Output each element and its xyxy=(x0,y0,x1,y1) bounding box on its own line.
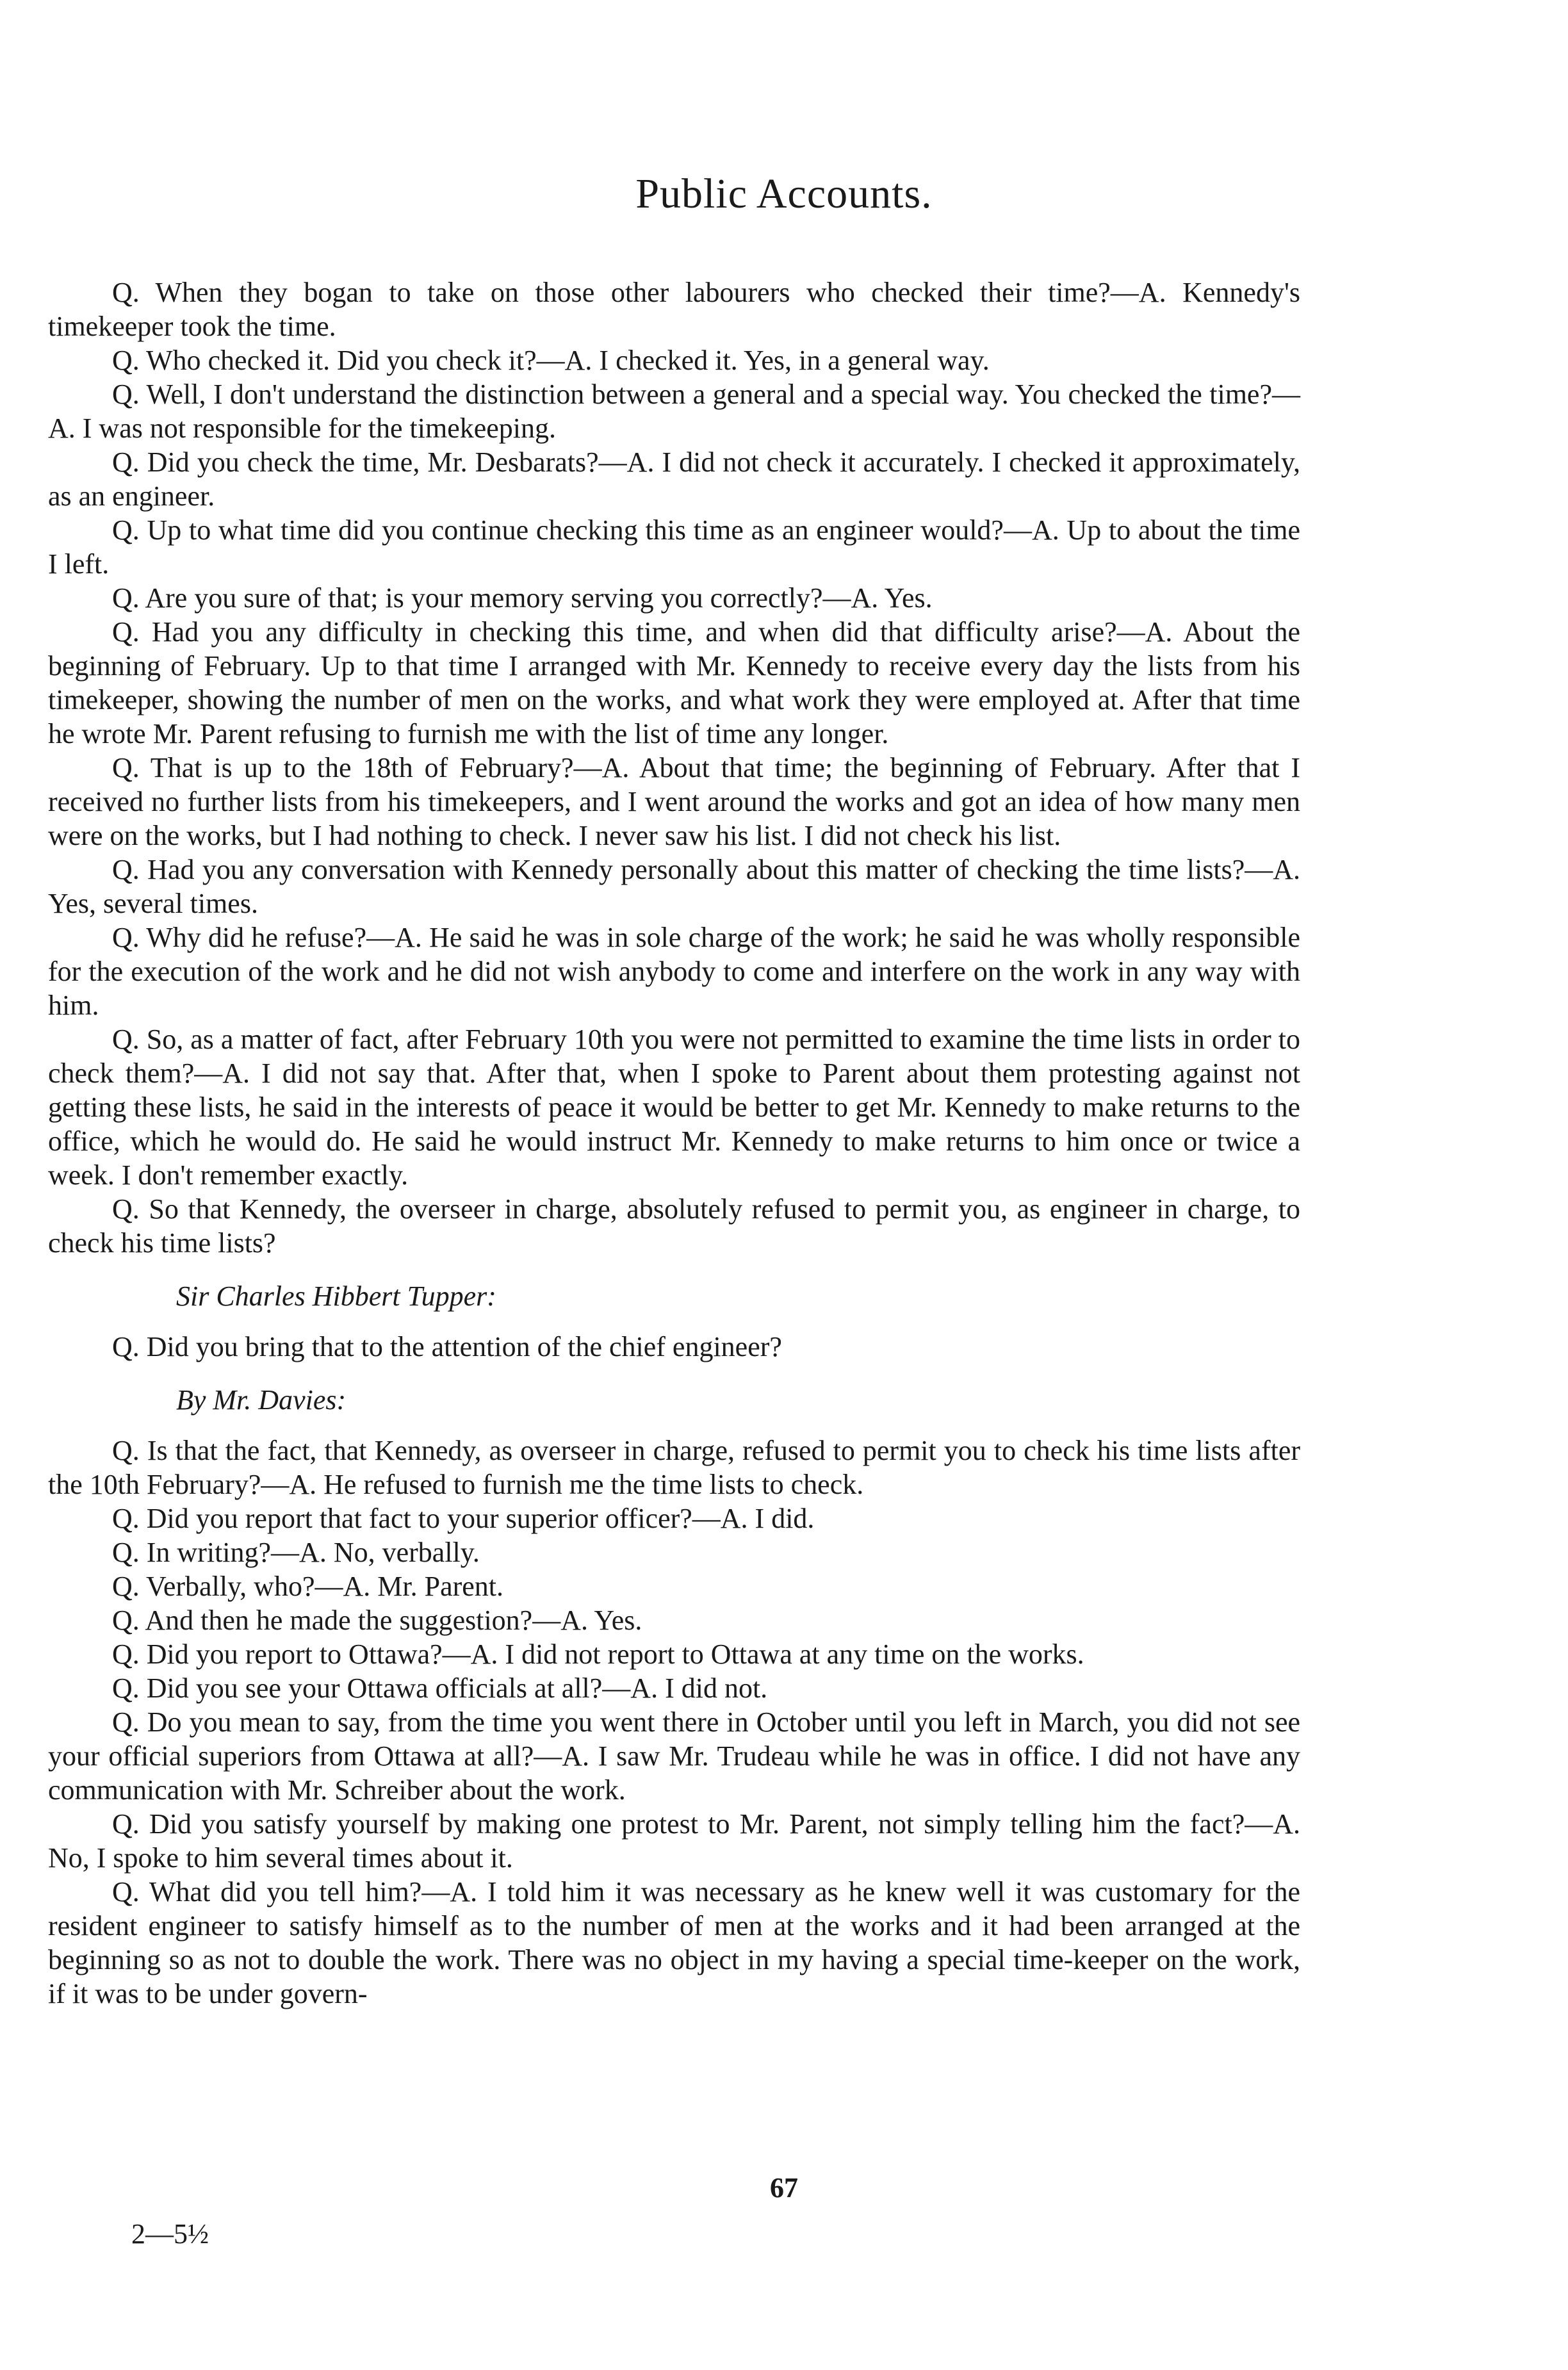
qa-paragraph: Q. In writing?—A. No, verbally. xyxy=(112,1537,480,1568)
speaker-heading: By Mr. Davies: xyxy=(176,1384,347,1416)
qa-paragraph: Q. Verbally, who?—A. Mr. Parent. xyxy=(112,1571,504,1602)
testimony-body xyxy=(48,275,1300,2011)
qa-paragraph: Q. That is up to the 18th of February?—A. About that time; the beginning of February. After that I received no further lists from his timekeepers, and I went around the works and got an idea of how many men were on the works, but I had nothing to check. I never saw his list. I did not check his list. xyxy=(48,752,1300,851)
speaker-heading: Sir Charles Hibbert Tupper: xyxy=(176,1280,496,1312)
qa-paragraph: Q. Do you mean to say, from the time you went there in October until you left in March, you did not see your official superiors from Ottawa at all?—A. I saw Mr. Trudeau while he was in office. I did not have any communication with Mr. Schreiber about the work. xyxy=(48,1706,1300,1806)
qa-paragraph: Q. Did you check the time, Mr. Desbarats?—A. I did not check it accurately. I checked it approximately, as an engineer. xyxy=(48,446,1300,512)
qa-paragraph: Q. Who checked it. Did you check it?—A. I checked it. Yes, in a general way. xyxy=(112,345,990,376)
qa-paragraph: Q. And then he made the suggestion?—A. Yes. xyxy=(112,1605,642,1636)
qa-paragraph: Q. Did you see your Ottawa officials at all?—A. I did not. xyxy=(112,1672,768,1704)
qa-paragraph: Q. Why did he refuse?—A. He said he was in sole charge of the work; he said he was wholly responsible for the execution of the work and he did not wish anybody to come and interfere on the work in any way with him. xyxy=(48,922,1300,1021)
qa-paragraph: Q. When they bogan to take on those other labourers who checked their time?—A. Kennedy's timekeeper took the time. xyxy=(48,277,1300,342)
qa-paragraph: Q. Had you any difficulty in checking this time, and when did that difficulty arise?—A. About the beginning of February. Up to that time I arranged with Mr. Kennedy to receive every day the lists from his timekeeper, showing the number of men on the works, and what work they were employed at. After that time he wrote Mr. Parent refusing to furnish me with the list of time any longer. xyxy=(48,616,1300,749)
qa-paragraph: Q. So that Kennedy, the overseer in charge, absolutely refused to permit you, as engineer in charge, to check his time lists? xyxy=(48,1193,1300,1259)
qa-paragraph: Q. So, as a matter of fact, after February 10th you were not permitted to examine the time lists in order to check them?—A. I did not say that. After that, when I spoke to Parent about them protesting against not getting these lists, he said in the interests of peace it would be better to get Mr. Kennedy to make returns to the office, which he would do. He said he would instruct Mr. Kennedy to make returns to him once or twice a week. I don't remember exactly. xyxy=(48,1024,1300,1191)
qa-paragraph: Q. Did you bring that to the attention of the chief engineer? xyxy=(112,1331,782,1362)
qa-paragraph: Q. What did you tell him?—A. I told him it was necessary as he knew well it was customary for the resident engineer to satisfy himself as to the number of men at the works and it had been arranged at the beginning so as not to double the work. There was no object in my having a special time-keeper on the work, if it was to be under govern- xyxy=(48,1876,1300,2009)
qa-paragraph: Q. Is that the fact, that Kennedy, as overseer in charge, refused to permit you to check his time lists after the 10th February?—A. He refused to furnish me the time lists to check. xyxy=(48,1435,1300,1500)
qa-paragraph: Q. Up to what time did you continue checking this time as an engineer would?—A. Up to about the time I left. xyxy=(48,514,1300,580)
qa-paragraph: Q. Had you any conversation with Kennedy personally about this matter of checking the time lists?—A. Yes, several times. xyxy=(48,854,1300,919)
qa-paragraph: Q. Well, I don't understand the distinction between a general and a special way. You checked the time?—A. I was not responsible for the timekeeping. xyxy=(48,379,1300,444)
signature-mark: 2—5½ xyxy=(131,2218,209,2250)
page-title: Public Accounts. xyxy=(635,170,933,217)
qa-paragraph: Q. Did you report that fact to your superior officer?—A. I did. xyxy=(112,1503,815,1534)
page-number: 67 xyxy=(770,2172,798,2203)
qa-paragraph: Q. Did you satisfy yourself by making one protest to Mr. Parent, not simply telling him the fact?—A. No, I spoke to him several times about it. xyxy=(48,1808,1300,1874)
qa-paragraph: Q. Did you report to Ottawa?—A. I did not report to Ottawa at any time on the works. xyxy=(112,1639,1084,1670)
qa-paragraph: Q. Are you sure of that; is your memory serving you correctly?—A. Yes. xyxy=(112,582,933,614)
